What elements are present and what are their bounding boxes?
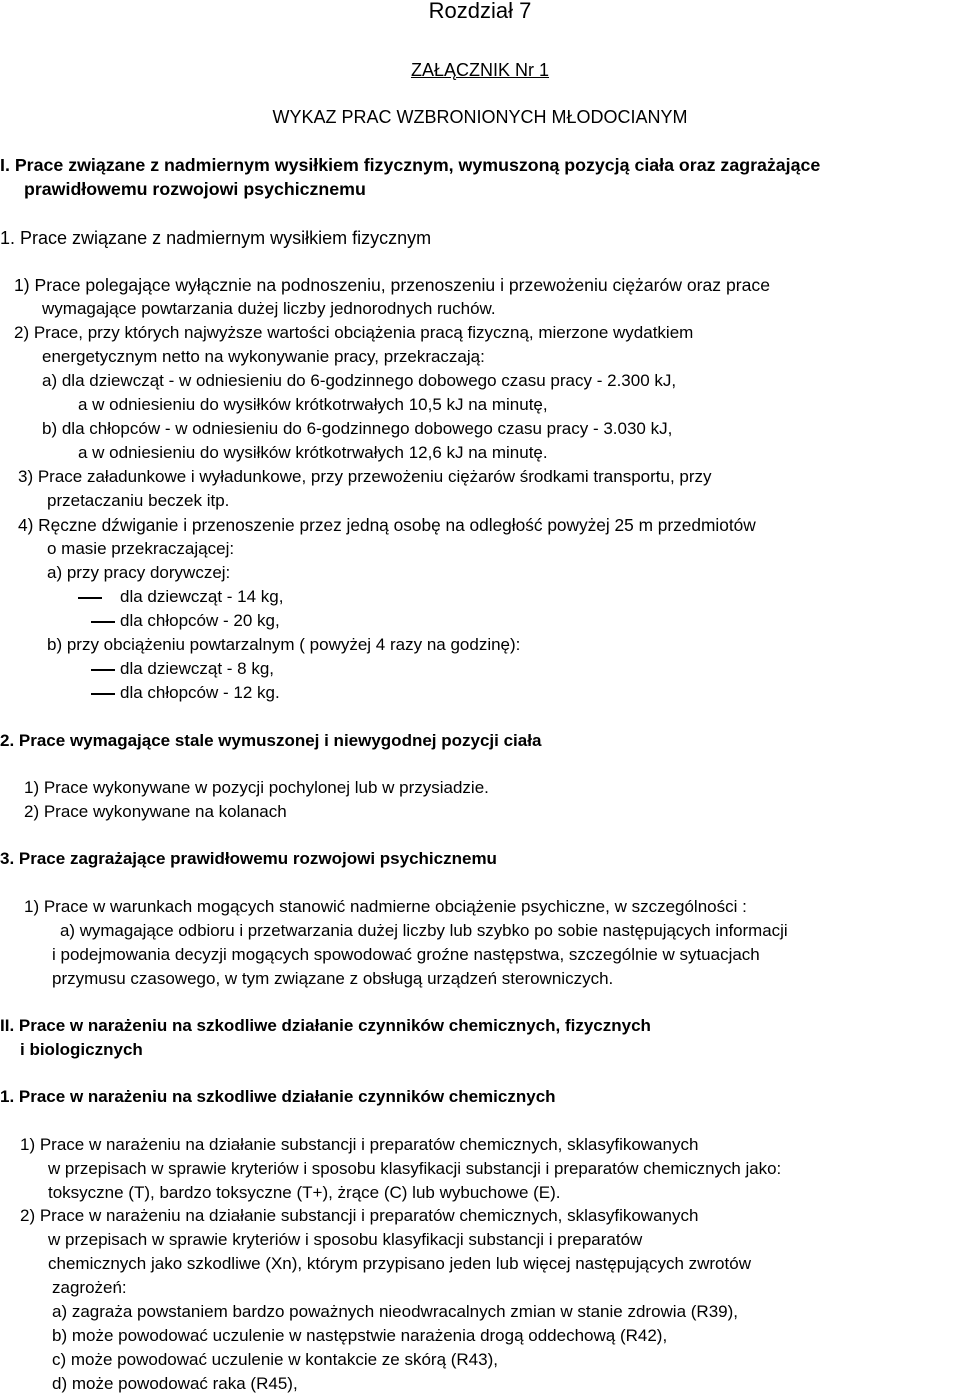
bullet-dash — [91, 669, 115, 671]
bullet-dash — [91, 621, 115, 623]
item-2-a-line1: a) dla dziewcząt - w odniesieniu do 6-godzinnego dobowego czasu pracy - 2.300 kJ, — [42, 371, 677, 390]
bullet-dash — [91, 693, 115, 695]
item-2-line1: 2) Prace, przy których najwyższe wartości obciążenia pracą fizyczną, mierzone wydatkiem — [14, 323, 694, 342]
section-II-sub1-heading: 1. Prace w narażeniu na szkodliwe działanie czynników chemicznych — [0, 1087, 556, 1106]
subsection-3-heading: 3. Prace zagrażające prawidłowemu rozwojowi psychicznemu — [0, 849, 497, 868]
item-4-b: b) przy obciążeniu powtarzalnym ( powyżej 4 razy na godzinę): — [47, 635, 521, 654]
item-2-b-line2: a w odniesieniu do wysiłków krótkotrwałych 12,6 kJ na minutę. — [78, 443, 548, 462]
chem-item-2-a: a) zagraża powstaniem bardzo poważnych nieodwracalnych zmian w stanie zdrowia (R39), — [52, 1302, 738, 1321]
item-1-line1: 1) Prace polegające wyłącznie na podnoszeniu, przenoszeniu i przewożeniu ciężarów oraz prace — [14, 275, 770, 295]
item-1-line2: wymagające powtarzania dużej liczby jednorodnych ruchów. — [42, 299, 496, 318]
section-II-heading-cont: i biologicznych — [20, 1040, 143, 1059]
item-4-line1: 4) Ręczne dźwiganie i przenoszenie przez jedną osobę na odległość powyżej 25 m przedmiotów — [18, 515, 756, 535]
chem-item-2-line1: 2) Prace w narażeniu na działanie substancji i preparatów chemicznych, sklasyfikowanych — [20, 1206, 699, 1225]
chem-item-1-line2: w przepisach w sprawie kryteriów i sposobu klasyfikacji substancji i preparatów chemicznych jako: — [48, 1159, 782, 1178]
chem-item-2-line3: chemicznych jako szkodliwe (Xn), którym przypisano jeden lub więcej następujących zwrotów — [48, 1254, 751, 1273]
chem-item-2-line4: zagrożeń: — [52, 1278, 127, 1297]
chem-item-2-line2: w przepisach w sprawie kryteriów i sposobu klasyfikacji substancji i preparatów — [48, 1230, 643, 1249]
sub3-item-1-line2: a) wymagające odbioru i przetwarzania dużej liczby lub szybko po sobie następujących informacji — [60, 921, 788, 940]
sub3-item-1-line1: 1) Prace w warunkach mogących stanowić nadmierne obciążenie psychiczne, w szczególności : — [24, 897, 747, 916]
item-4-b-boys: dla chłopców - 12 kg. — [120, 683, 280, 702]
chem-item-2-c: c) może powodować uczulenie w kontakcie ze skórą (R43), — [52, 1350, 498, 1369]
chem-item-2-b: b) może powodować uczulenie w następstwie narażenia drogą oddechową (R42), — [52, 1326, 668, 1345]
sub3-item-1-line3: i podejmowania decyzji mogących spowodować groźne następstwa, szczególnie w sytuacjach — [52, 945, 760, 964]
item-2-line2: energetycznym netto na wykonywanie pracy, przekraczają: — [42, 347, 485, 366]
item-3-line2: przetaczaniu beczek itp. — [47, 491, 230, 510]
sub3-item-1-line4: przymusu czasowego, w tym związane z obsługą urządzeń sterowniczych. — [52, 969, 614, 988]
chapter-label: Rozdział 7 — [428, 0, 532, 23]
sub2-item-1: 1) Prace wykonywane w pozycji pochylonej lub w przysiadzie. — [24, 778, 489, 797]
item-2-a-line2: a w odniesieniu do wysiłków krótkotrwałych 10,5 kJ na minutę, — [78, 395, 548, 414]
item-4-a-girls: dla dziewcząt - 14 kg, — [120, 587, 284, 606]
item-4-a-boys: dla chłopców - 20 kg, — [120, 611, 280, 630]
annex-title: ZAŁĄCZNIK Nr 1 — [410, 60, 550, 80]
item-3-line1: 3) Prace załadunkowe i wyładunkowe, przy przewożeniu ciężarów środkami transportu, przy — [18, 467, 712, 486]
section-I-heading-cont: prawidłowemu rozwojowi psychicznemu — [24, 179, 366, 199]
chem-item-1-line3: toksyczne (T), bardzo toksyczne (T+), żrące (C) lub wybuchowe (E). — [48, 1183, 561, 1202]
sub2-item-2: 2) Prace wykonywane na kolanach — [24, 802, 287, 821]
subsection-2-heading: 2. Prace wymagające stale wymuszonej i niewygodnej pozycji ciała — [0, 731, 542, 750]
section-I-heading: I. Prace związane z nadmiernym wysiłkiem fizycznym, wymuszoną pozycją ciała oraz zagrażające — [0, 155, 821, 175]
subsection-1-heading: 1. Prace związane z nadmiernym wysiłkiem fizycznym — [0, 228, 432, 248]
chem-item-1-line1: 1) Prace w narażeniu na działanie substancji i preparatów chemicznych, sklasyfikowanych — [20, 1135, 699, 1154]
document-title: WYKAZ PRAC WZBRONIONYCH MŁODOCIANYM — [272, 107, 688, 127]
section-II-heading: II. Prace w narażeniu na szkodliwe działanie czynników chemicznych, fizycznych — [0, 1016, 651, 1035]
item-4-a: a) przy pracy dorywczej: — [47, 563, 231, 582]
item-4-b-girls: dla dziewcząt - 8 kg, — [120, 659, 275, 678]
item-4-line2: o masie przekraczającej: — [47, 539, 235, 558]
item-2-b-line1: b) dla chłopców - w odniesieniu do 6-godzinnego dobowego czasu pracy - 3.030 kJ, — [42, 419, 673, 438]
chem-item-2-d: d) może powodować raka (R45), — [52, 1374, 298, 1393]
bullet-dash — [78, 597, 102, 599]
